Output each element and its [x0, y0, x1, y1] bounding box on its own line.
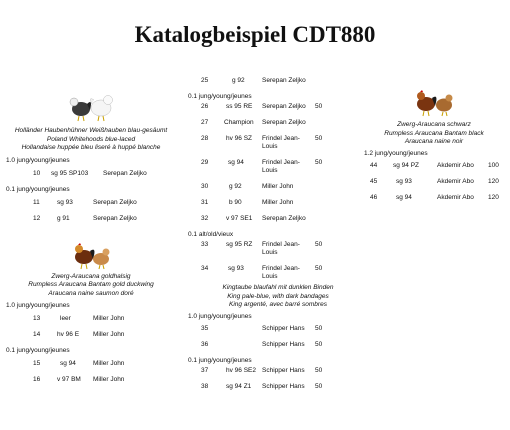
- entry-rating: g 91: [57, 214, 70, 222]
- breed1-image: [0, 92, 182, 122]
- entry-rating: ss 95 RE: [226, 103, 253, 110]
- table-row: [0, 315, 182, 331]
- entry-owner: Miller John: [262, 199, 294, 206]
- entry-owner: Schipper Hans: [262, 324, 305, 332]
- entry-price: 120: [488, 177, 499, 185]
- entry-owner: Frindel Jean-Louis: [262, 265, 300, 280]
- entry-price: 50: [315, 103, 323, 110]
- entry-rating: sg 94: [228, 159, 244, 166]
- entry-owner: Serepan Zeljko: [103, 169, 147, 177]
- entry-price: 120: [488, 193, 499, 201]
- table-row: [188, 241, 368, 265]
- breed3-name-fr: Araucana naine noir: [404, 138, 464, 145]
- entry-number: 32: [201, 215, 209, 222]
- group-label: 0.1 jung/young/jeunes: [6, 347, 70, 354]
- breed3-caption: [360, 121, 508, 147]
- entry-rating: sg 93: [57, 198, 73, 206]
- table-row: [0, 215, 182, 231]
- table-row: [0, 376, 182, 392]
- entry-owner: Serepan Zeljko: [93, 198, 137, 206]
- pigeon-name-fr: King argenté, avec barré sombres: [229, 301, 327, 308]
- entry-rating: hv 96 SZ: [226, 135, 253, 142]
- table-row: [188, 183, 368, 199]
- entry-number: 12: [33, 214, 41, 222]
- page-title: Katalogbeispiel CDT880: [134, 22, 376, 47]
- entry-rating: g 92: [232, 77, 245, 84]
- entry-owner: Serepan Zeljko: [262, 215, 306, 222]
- entry-rating: b 90: [229, 199, 242, 206]
- entry-rating: sg 93: [396, 177, 412, 185]
- breed2-name-de: Zwerg-Araucana goldhalsig: [51, 272, 131, 280]
- entry-number: 46: [370, 193, 378, 201]
- chickens-white-crested-icon: [63, 92, 119, 122]
- table-row: [188, 367, 368, 383]
- table-row: [188, 265, 368, 289]
- entry-number: 10: [33, 169, 41, 177]
- entry-owner: Miller John: [93, 360, 125, 367]
- entry-owner: Schipper Hans: [262, 382, 305, 390]
- entry-number: 38: [201, 382, 209, 390]
- breed2-image: [0, 240, 182, 270]
- entry-rating: sg 93: [228, 265, 244, 272]
- table-row: [188, 135, 368, 159]
- group-label: 1.0 jung/young/jeunes: [6, 156, 70, 164]
- entry-number: 26: [201, 103, 209, 110]
- breed2-name-fr: Araucana naine saumon doré: [48, 289, 134, 297]
- breed1-name-de: Holländer Haubenhühner Weißhauben blau-gesäumt: [14, 127, 168, 134]
- entry-number: 45: [370, 177, 378, 185]
- table-row: [188, 159, 368, 183]
- breed1-caption: [0, 127, 182, 153]
- table-row: [188, 199, 368, 215]
- entry-number: 13: [33, 315, 41, 322]
- left-column: [0, 92, 182, 392]
- entry-owner: Serepan Zeljko: [262, 119, 306, 126]
- entry-price: 50: [315, 382, 323, 390]
- entry-number: 37: [201, 366, 209, 374]
- table-row: [360, 178, 508, 194]
- group-label: 1.2 jung/young/jeunes: [364, 149, 428, 157]
- entry-price: 50: [315, 241, 323, 248]
- group-label: 1.0 jung/young/jeunes: [6, 302, 70, 309]
- entry-number: 14: [33, 331, 41, 338]
- group-label: 0.1 jung/young/jeunes: [6, 185, 70, 193]
- table-row: [360, 194, 508, 210]
- breed3-name-de: Zwerg-Araucana schwarz: [397, 121, 471, 128]
- entry-rating: sg 95 RZ: [226, 241, 253, 248]
- table-row: [0, 331, 182, 347]
- entry-price: 50: [315, 135, 323, 142]
- entry-owner: Akdemir Abo: [437, 161, 474, 169]
- group-label: 0.1 alt/old/vieux: [188, 231, 234, 238]
- table-row: [188, 103, 368, 119]
- entry-number: 16: [33, 376, 41, 383]
- entry-owner: Schipper Hans: [262, 340, 305, 348]
- entry-number: 27: [201, 119, 209, 126]
- entry-owner: Miller John: [93, 315, 125, 322]
- breed3-name-en: Rumpless Araucana Bantam black: [384, 129, 484, 137]
- entry-number: 29: [201, 159, 209, 166]
- entry-number: 34: [201, 265, 209, 272]
- entry-rating: sg 95 SP103: [51, 169, 89, 177]
- entry-price: 50: [315, 265, 323, 272]
- entry-rating: leer: [60, 315, 71, 322]
- table-row: [0, 360, 182, 376]
- pigeon-name-de: Kingtaube blaufahl mit dunklen Binden: [222, 284, 334, 291]
- entry-owner: Miller John: [93, 376, 125, 383]
- entry-rating: sg 94 PZ: [393, 161, 420, 169]
- breed2-name-en: Rumpless Araucana Bantam gold duckwing: [28, 281, 154, 288]
- entry-number: 30: [201, 183, 209, 190]
- breed1-name-en: Poland Whitehoods blue-laced: [46, 135, 136, 143]
- entry-rating: hv 96 SE2: [226, 366, 256, 374]
- entry-rating: sg 94 Z1: [226, 382, 252, 390]
- group-label: 0.1 jung/young/jeunes: [188, 93, 252, 100]
- group-label: 1.0 jung/young/jeunes: [188, 312, 252, 320]
- right-column: [360, 87, 508, 210]
- entry-number: 31: [201, 199, 209, 206]
- table-row: [0, 199, 182, 215]
- table-row: [0, 170, 182, 186]
- table-row: [188, 77, 368, 93]
- entry-owner: Akdemir Abo: [437, 177, 474, 185]
- entry-price: 50: [315, 340, 323, 348]
- breed2-group1: [0, 302, 182, 347]
- entry-rating: hv 96 E: [57, 331, 80, 338]
- breed2-caption: [0, 273, 182, 299]
- entry-owner: Frindel Jean-Louis: [262, 135, 300, 150]
- entry-owner: Miller John: [262, 183, 294, 190]
- entry-price: 50: [315, 366, 323, 374]
- table-row: [188, 341, 368, 357]
- entry-price: 50: [315, 324, 323, 332]
- entry-rating: v 97 BM: [57, 376, 81, 383]
- breed1-group1: [0, 157, 182, 186]
- table-row: [188, 215, 368, 231]
- table-row: [188, 325, 368, 341]
- table-row: [188, 383, 368, 399]
- entry-price: 100: [488, 161, 499, 169]
- breed2-group2: [0, 347, 182, 392]
- entry-number: 25: [201, 77, 209, 84]
- pigeon-name-en: King pale-blue, with dark bandages: [227, 292, 329, 300]
- entry-owner: Serepan Zeljko: [93, 214, 137, 222]
- entry-number: 33: [201, 241, 209, 248]
- middle-column: [188, 77, 368, 399]
- entry-owner: Serepan Zeljko: [262, 77, 306, 84]
- entry-number: 35: [201, 324, 209, 332]
- entry-rating: g 92: [229, 183, 242, 190]
- table-row: [188, 119, 368, 135]
- breed1-group2: [0, 186, 182, 231]
- entry-owner: Miller John: [93, 331, 125, 338]
- entry-owner: Frindel Jean-Louis: [262, 159, 300, 174]
- table-row: [360, 162, 508, 178]
- entry-number: 15: [33, 360, 41, 367]
- entry-number: 11: [33, 198, 40, 206]
- entry-number: 36: [201, 340, 209, 348]
- entry-owner: Serepan Zeljko: [262, 103, 306, 110]
- araucana-chickens-icon: [68, 240, 114, 270]
- entry-rating: Champion: [224, 119, 254, 126]
- entry-rating: sg 94: [60, 360, 76, 367]
- araucana-black-chickens-icon: [411, 87, 457, 117]
- entry-number: 28: [201, 135, 209, 142]
- breed3-image: [360, 87, 508, 117]
- breed1-name-fr: Hollandaise huppée bleu liseré à huppé blanche: [21, 144, 161, 151]
- entry-rating: sg 94: [396, 193, 412, 201]
- entry-owner: Schipper Hans: [262, 366, 305, 374]
- entry-number: 44: [370, 161, 378, 169]
- entry-price: 50: [315, 159, 323, 166]
- entry-owner: Akdemir Abo: [437, 193, 474, 201]
- entry-rating: v 97 SE1: [226, 215, 253, 222]
- group-label: 0.1 jung/young/jeunes: [188, 356, 252, 364]
- entry-owner: Frindel Jean-Louis: [262, 241, 300, 256]
